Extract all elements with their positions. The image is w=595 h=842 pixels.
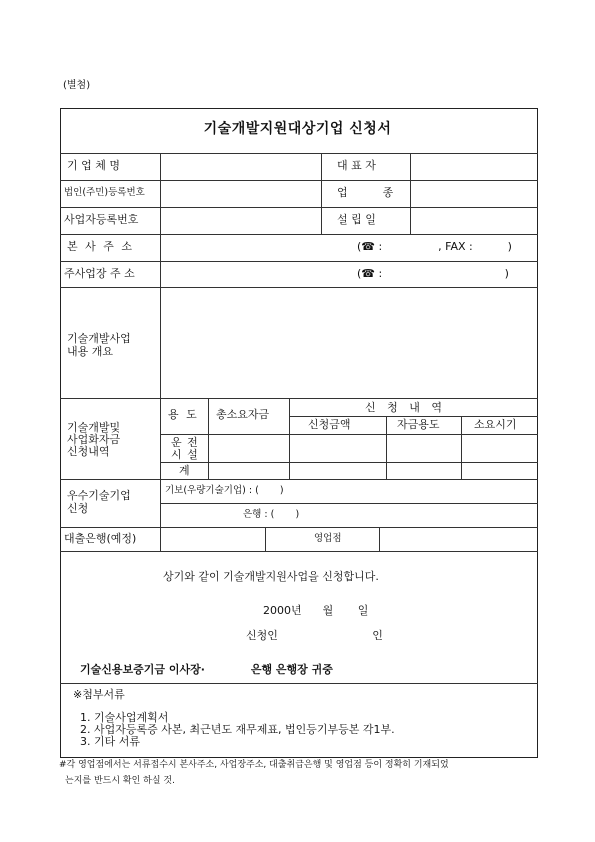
column-divider <box>321 153 322 234</box>
request-header: 신 청 내 역 <box>365 401 446 414</box>
row-divider <box>60 551 538 552</box>
funding-label-line2: 사업화자금 <box>67 433 121 446</box>
hq-phone-fax: (☎ : , FAX : ) <box>357 240 512 253</box>
excellent-label-line2: 신청 <box>67 502 89 515</box>
row-divider <box>60 527 538 528</box>
declaration-date: 2000년 월 일 <box>263 604 369 617</box>
facility-label: 시 설 <box>171 448 199 461</box>
biz-reg-no-label: 사업자등록번호 <box>64 213 139 226</box>
row-divider <box>160 503 538 504</box>
row-divider <box>160 434 538 435</box>
column-divider <box>160 153 161 551</box>
row-divider <box>60 180 538 181</box>
footnote-line2: 는지를 반드시 확인 하실 것. <box>65 776 175 786</box>
excellent-label-line1: 우수기술기업 <box>67 489 131 502</box>
attachments-header: ※첨부서류 <box>73 688 125 701</box>
column-divider <box>461 416 462 479</box>
bank-field: 은행 : ( ) <box>243 509 300 520</box>
row-divider <box>60 234 538 235</box>
column-divider <box>410 153 411 234</box>
overview-label-line2: 내용 개요 <box>67 345 114 358</box>
loan-bank-label: 대출은행(예정) <box>64 532 137 545</box>
column-divider <box>265 527 266 551</box>
operating-label: 운 전 <box>171 436 199 449</box>
row-divider <box>60 683 538 684</box>
row-divider <box>60 207 538 208</box>
funding-label-line3: 신청내역 <box>67 445 110 458</box>
period-header: 소요시기 <box>474 418 517 431</box>
funding-label-line1: 기술개발및 <box>67 421 121 434</box>
corp-reg-no-label: 법인(주민)등록번호 <box>64 187 145 198</box>
application-form <box>60 108 538 758</box>
row-divider <box>60 153 538 154</box>
declaration-statement: 상기와 같이 기술개발지원사업을 신청합니다. <box>163 570 379 583</box>
representative-label: 대 표 자 <box>337 159 376 172</box>
column-divider <box>379 527 380 551</box>
total-fund-header: 총소요자금 <box>216 408 270 421</box>
overview-label-line1: 기술개발사업 <box>67 332 131 345</box>
row-divider <box>60 287 538 288</box>
row-divider <box>160 462 538 463</box>
footnote-line1: #각 영업점에서는 서류접수시 본사주소, 사업장주소, 대출취급은행 및 영업점 등이 정확히 기재되었 <box>59 760 449 770</box>
row-divider <box>289 416 538 417</box>
main-site-label: 주사업장 주 소 <box>64 267 135 280</box>
total-label: 계 <box>179 464 190 477</box>
addressee-line: 기술신용보증기금 이사장· 은행 은행장 귀중 <box>80 663 333 676</box>
established-label: 설 립 일 <box>337 213 376 226</box>
use-header: 용 도 <box>168 408 199 421</box>
company-name-label: 기 업 체 명 <box>67 159 120 172</box>
attachment-item: 1. 기술사업계획서 <box>80 711 169 724</box>
column-divider <box>289 398 290 479</box>
attachment-label: (별첨) <box>63 80 91 91</box>
column-divider <box>208 398 209 479</box>
attachment-item: 3. 기타 서류 <box>80 735 140 748</box>
attachment-item: 2. 사업자등록증 사본, 최근년도 재무제표, 법인등기부등본 각1부. <box>80 723 395 736</box>
site-phone: (☎ : ) <box>357 267 509 280</box>
applicant-line: 신청인 인 <box>246 629 383 642</box>
branch-label: 영업점 <box>314 533 342 544</box>
column-divider <box>386 416 387 479</box>
hq-address-label: 본 사 주 소 <box>67 240 134 253</box>
form-title: 기술개발지원대상기업 신청서 <box>203 121 392 137</box>
row-divider <box>60 479 538 480</box>
row-divider <box>60 261 538 262</box>
row-divider <box>60 398 538 399</box>
request-amount-header: 신청금액 <box>308 418 351 431</box>
business-type-label: 업 종 <box>337 186 394 199</box>
fund-usage-header: 자금용도 <box>397 418 440 431</box>
guarantee-field: 기보(우량기술기업) : ( ) <box>165 485 284 496</box>
